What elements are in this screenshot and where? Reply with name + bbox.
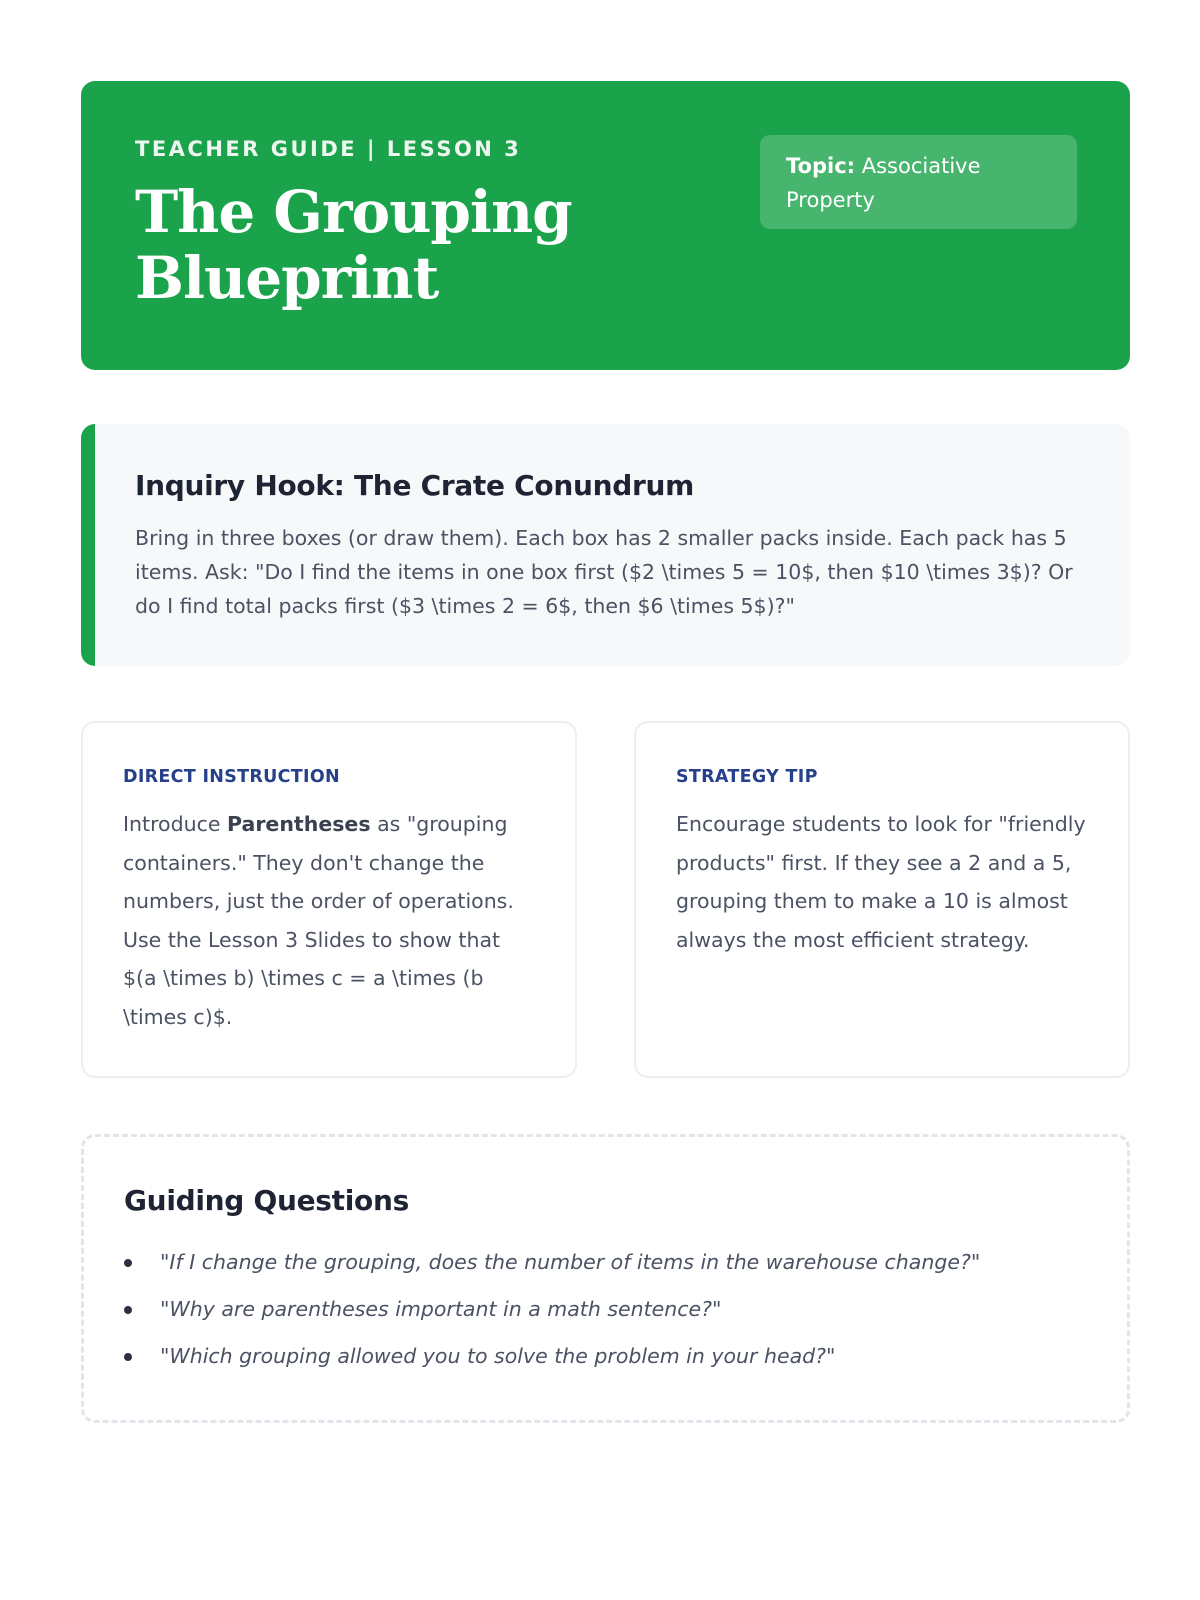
guiding-questions-list xyxy=(124,1247,1087,1372)
bullet-icon xyxy=(124,1259,132,1267)
strategy-tip-label: STRATEGY TIP xyxy=(676,767,818,787)
bullet-icon xyxy=(124,1353,132,1361)
direct-instruction-bold-term: Parentheses xyxy=(227,812,371,836)
direct-instruction-text-before: Introduce xyxy=(123,812,228,836)
list-item xyxy=(124,1341,1087,1372)
lesson-header xyxy=(81,81,1130,370)
inquiry-hook-text: Bring in three boxes (or draw them). Each box has 2 smaller packs inside. Each pack has 5 items. Ask: "Do I find the items in one box first ($2 \times 5 = 10$, then $10 \times 3$)? Or do I find total packs first ($3 \times 2 = 6$, then $6 \times 5$)?" xyxy=(135,526,1073,618)
guiding-questions-section xyxy=(81,1134,1130,1423)
strategy-tip-card xyxy=(634,721,1130,1078)
lesson-eyebrow: TEACHER GUIDE | LESSON 3 xyxy=(135,137,522,161)
question-text: "Why are parentheses important in a math sentence?" xyxy=(160,1297,722,1321)
question-text: "Which grouping allowed you to solve the problem in your head?" xyxy=(160,1344,836,1368)
lesson-page xyxy=(81,81,1130,1423)
direct-instruction-label: DIRECT INSTRUCTION xyxy=(123,767,340,787)
question-text: "If I change the grouping, does the number of items in the warehouse change?" xyxy=(160,1250,981,1274)
inquiry-hook-section xyxy=(81,424,1130,666)
direct-instruction-text-after: as "grouping containers." They don't change the numbers, just the order of operations. Use the Lesson 3 Slides to show that $(a \times b) \times c = a \times (b \times c)$. xyxy=(123,812,514,1029)
strategy-tip-text: Encourage students to look for "friendly products" first. If they see a 2 and a 5, grouping them to make a 10 is almost always the most efficient strategy. xyxy=(676,812,1086,952)
guiding-questions-title: Guiding Questions xyxy=(124,1184,409,1217)
instruction-cards xyxy=(81,721,1130,1078)
bullet-icon xyxy=(124,1306,132,1314)
direct-instruction-card xyxy=(81,721,577,1078)
list-item xyxy=(124,1247,1087,1278)
direct-instruction-text xyxy=(123,805,535,1036)
list-item xyxy=(124,1294,1087,1325)
inquiry-hook-title: Inquiry Hook: The Crate Conundrum xyxy=(135,469,695,502)
topic-value: Associative Property xyxy=(786,154,981,212)
topic-badge xyxy=(760,135,1077,229)
lesson-title: The Grouping Blueprint xyxy=(135,178,572,312)
topic-label: Topic: xyxy=(786,154,856,178)
